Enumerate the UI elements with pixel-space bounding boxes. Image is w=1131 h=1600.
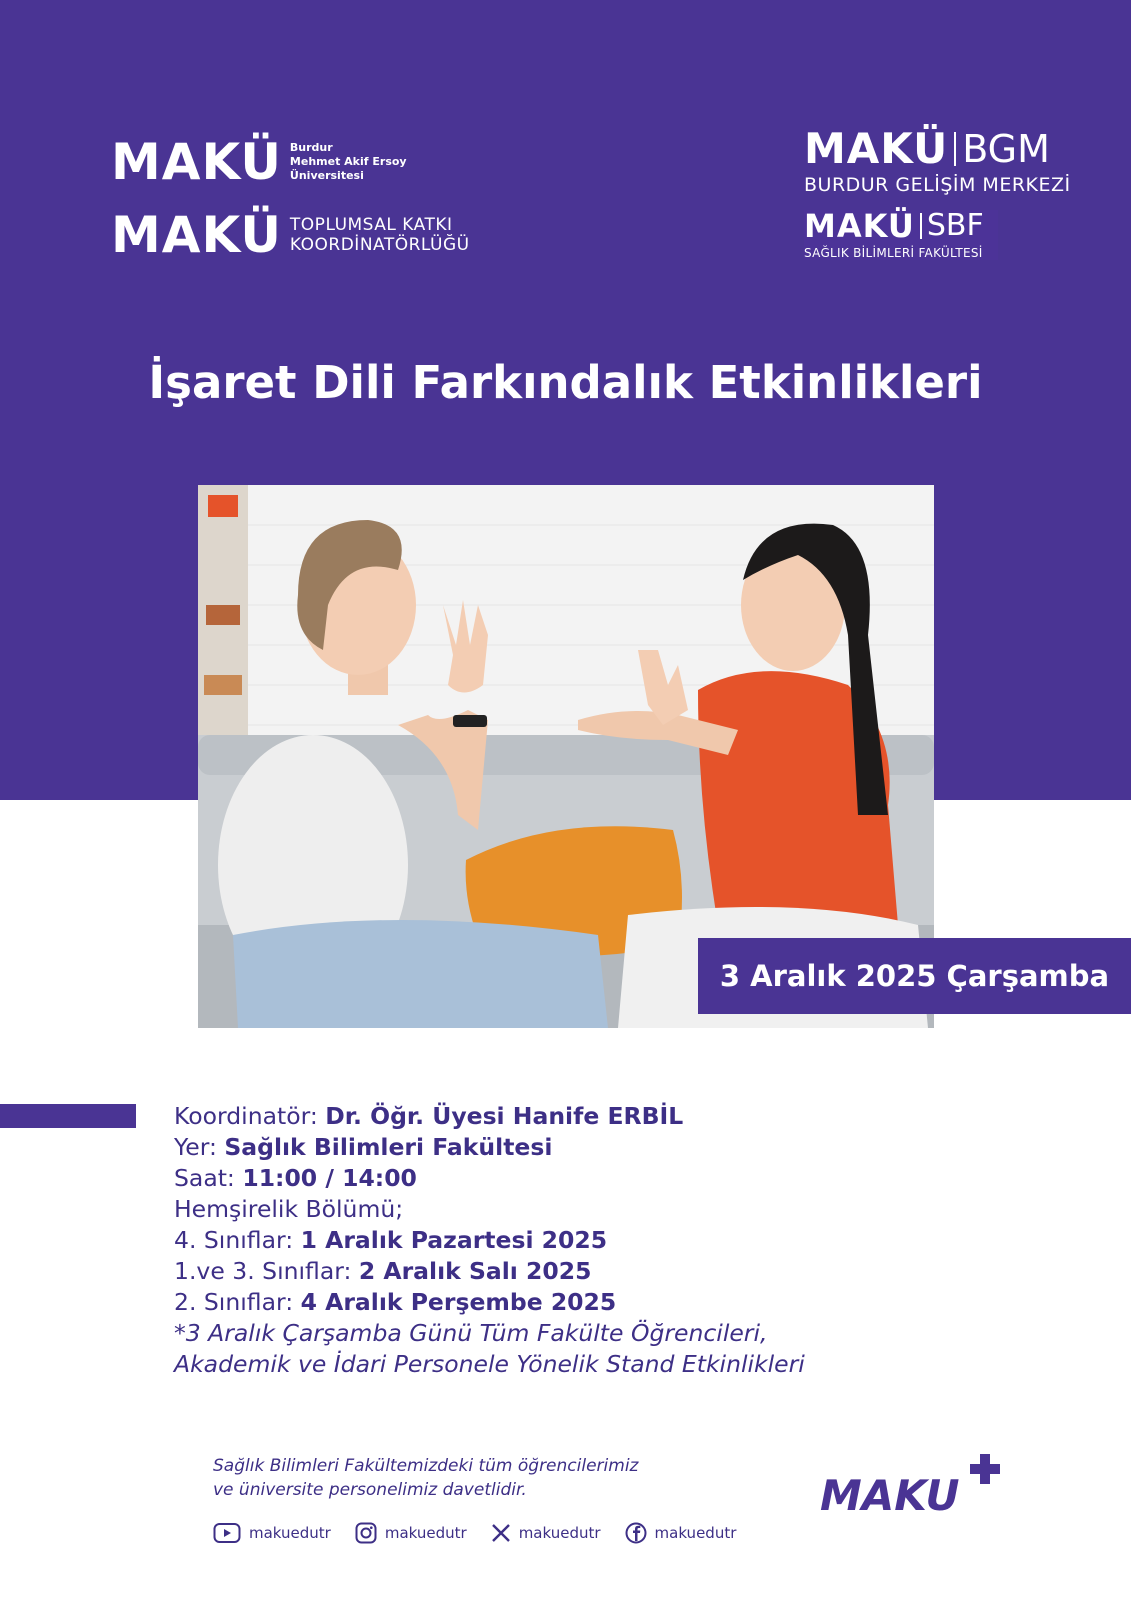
social-instagram[interactable]: makuedutr bbox=[355, 1522, 467, 1544]
event-title: İşaret Dili Farkındalık Etkinlikleri bbox=[148, 356, 983, 409]
maku-wordmark: MAKÜ bbox=[804, 124, 949, 173]
social-youtube[interactable]: makuedutr bbox=[213, 1522, 331, 1544]
sbf-logo bbox=[804, 207, 998, 260]
social-x[interactable]: makuedutr bbox=[491, 1523, 601, 1543]
note-line: Akademik ve İdari Personele Yönelik Stand Etkinlikleri bbox=[174, 1350, 805, 1378]
logo-divider bbox=[920, 213, 922, 239]
maku-wordmark: MAKÜ bbox=[111, 206, 282, 264]
class4-row: 4. Sınıflar: 1 Aralık Pazartesi 2025 bbox=[174, 1226, 608, 1254]
instagram-icon bbox=[355, 1522, 377, 1544]
place-row: Yer: Sağlık Bilimleri Fakültesi bbox=[174, 1133, 553, 1161]
accent-bar bbox=[0, 1104, 136, 1128]
footer-logo-text: MAKU bbox=[820, 1471, 960, 1520]
maku-wordmark: MAKÜ bbox=[804, 207, 915, 245]
sbf-subtitle: SAĞLIK BİLİMLERİ FAKÜLTESİ bbox=[804, 246, 983, 260]
facebook-icon bbox=[625, 1522, 647, 1544]
maku-wordmark: MAKÜ bbox=[111, 133, 282, 191]
coordinator-name: Dr. Öğr. Üyesi Hanife ERBİL bbox=[325, 1102, 684, 1130]
time-row: Saat: 11:00 / 14:00 bbox=[174, 1164, 417, 1192]
university-name: Burdur Mehmet Akif Ersoy Üniversitesi bbox=[289, 141, 407, 182]
place-value: Sağlık Bilimleri Fakültesi bbox=[224, 1133, 553, 1161]
social-links bbox=[213, 1522, 760, 1544]
plus-icon bbox=[970, 1454, 1000, 1484]
youtube-icon bbox=[213, 1522, 241, 1544]
sbf-code: SBF bbox=[926, 208, 984, 243]
event-details bbox=[174, 1101, 805, 1380]
logo-divider bbox=[954, 132, 956, 166]
class2-row: 2. Sınıflar: 4 Aralık Perşembe 2025 bbox=[174, 1288, 617, 1316]
invite-text: Sağlık Bilimleri Fakültemizdeki tüm öğrencilerimiz ve üniversite personelimiz davetlidir. bbox=[213, 1456, 639, 1500]
date-badge: 3 Aralık 2025 Çarşamba bbox=[698, 938, 1131, 1014]
social-facebook[interactable]: makuedutr bbox=[625, 1522, 737, 1544]
department-row: Hemşirelik Bölümü; bbox=[174, 1195, 404, 1223]
maku-plus-mark bbox=[820, 1452, 1020, 1522]
x-icon bbox=[491, 1523, 511, 1543]
time-value: 11:00 / 14:00 bbox=[242, 1164, 417, 1192]
maku-university-logo bbox=[111, 133, 407, 191]
toplumsal-katki-logo bbox=[111, 206, 470, 264]
bgm-subtitle: BURDUR GELİŞİM MERKEZİ bbox=[804, 174, 1071, 196]
coordinatorship-name: TOPLUMSAL KATKI KOORDİNATÖRLÜĞÜ bbox=[289, 215, 470, 255]
note-line: *3 Aralık Çarşamba Günü Tüm Fakülte Öğrencileri, bbox=[174, 1319, 768, 1347]
bgm-logo bbox=[804, 124, 1071, 196]
coordinator-row: Koordinatör: Dr. Öğr. Üyesi Hanife ERBİL bbox=[174, 1102, 684, 1130]
maku-plus-logo bbox=[820, 1452, 1020, 1526]
bgm-code: BGM bbox=[962, 127, 1050, 171]
class13-row: 1.ve 3. Sınıflar: 2 Aralık Salı 2025 bbox=[174, 1257, 592, 1285]
